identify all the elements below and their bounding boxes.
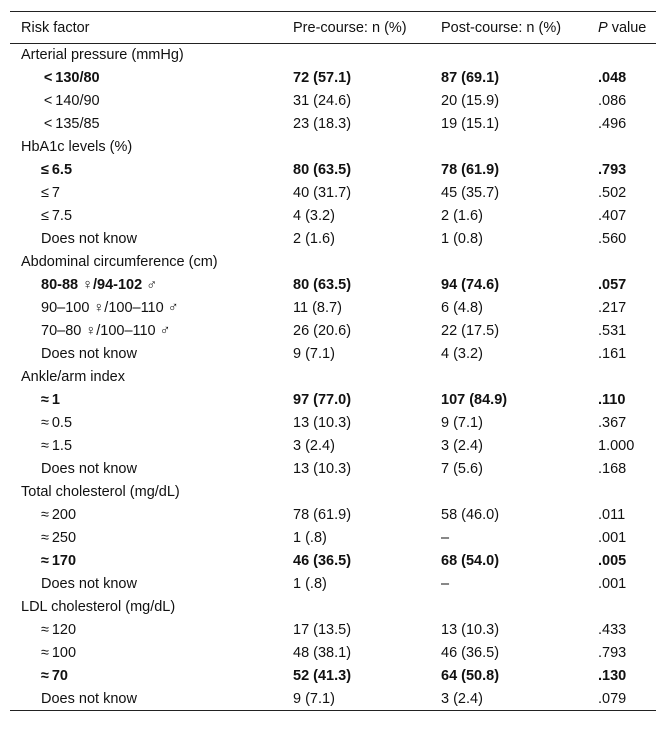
post-course-value: 1 (0.8) bbox=[441, 231, 483, 247]
p-value: .168 bbox=[598, 461, 627, 477]
pre-course-value: 80 (63.5) bbox=[293, 277, 352, 293]
post-course-value: – bbox=[441, 530, 450, 546]
row-label: < 140/90 bbox=[41, 93, 100, 109]
pre-course-value: 4 (3.2) bbox=[293, 208, 335, 224]
table-row bbox=[10, 619, 656, 642]
pre-course-value: 23 (18.3) bbox=[293, 116, 352, 132]
post-course-value: 19 (15.1) bbox=[441, 116, 500, 132]
table-row bbox=[10, 159, 656, 182]
pre-course-value: 2 (1.6) bbox=[293, 231, 335, 247]
row-label: Does not know bbox=[41, 576, 137, 592]
row-label: ≈ 70 bbox=[41, 668, 68, 684]
group-header-row bbox=[10, 136, 656, 159]
pre-course-value: 13 (10.3) bbox=[293, 415, 352, 431]
row-label: ≤ 7.5 bbox=[41, 208, 73, 224]
row-label: ≈ 200 bbox=[41, 507, 77, 523]
table-row bbox=[10, 665, 656, 688]
p-value: .560 bbox=[598, 231, 627, 247]
p-value: .005 bbox=[598, 553, 627, 569]
pre-course-value: 9 (7.1) bbox=[292, 688, 440, 711]
row-label: ≈ 1.5 bbox=[41, 438, 73, 454]
post-course-value: 78 (61.9) bbox=[441, 162, 500, 178]
pre-course-value: 97 (77.0) bbox=[293, 392, 352, 408]
row-label: ≈ 100 bbox=[41, 645, 77, 661]
table-header bbox=[10, 12, 656, 44]
header-post-course: Post-course: n (%) bbox=[440, 12, 597, 44]
row-label: ≈ 0.5 bbox=[41, 415, 73, 431]
row-label: Does not know bbox=[10, 688, 292, 711]
p-value: .048 bbox=[598, 70, 627, 86]
pre-course-value: 52 (41.3) bbox=[293, 668, 352, 684]
pre-course-value: 1 (.8) bbox=[293, 530, 327, 546]
post-course-value: 7 (5.6) bbox=[441, 461, 483, 477]
p-value: .161 bbox=[598, 346, 627, 362]
pre-course-value: 26 (20.6) bbox=[293, 323, 352, 339]
group-header-row bbox=[10, 366, 656, 389]
group-label: Ankle/arm index bbox=[21, 369, 125, 385]
table-row bbox=[10, 642, 656, 665]
pre-course-value: 17 (13.5) bbox=[293, 622, 352, 638]
table-row bbox=[10, 343, 656, 366]
header-pre-course: Pre-course: n (%) bbox=[292, 12, 440, 44]
header-p-letter: P bbox=[598, 19, 608, 36]
pre-course-value: 11 (8.7) bbox=[293, 300, 342, 316]
row-label: Does not know bbox=[41, 231, 137, 247]
pre-course-value: 31 (24.6) bbox=[293, 93, 352, 109]
row-label: 90–100 ♀/100–110 ♂ bbox=[41, 300, 179, 316]
table-row bbox=[10, 389, 656, 412]
group-header-row bbox=[10, 44, 656, 67]
p-value: .086 bbox=[598, 93, 627, 109]
pre-course-value: 48 (38.1) bbox=[293, 645, 352, 661]
pre-course-value: 80 (63.5) bbox=[293, 162, 352, 178]
table-row bbox=[10, 90, 656, 113]
row-label: ≈ 120 bbox=[41, 622, 77, 638]
group-header-row bbox=[10, 251, 656, 274]
header-p-value bbox=[597, 12, 656, 44]
table-row bbox=[10, 504, 656, 527]
group-header-row bbox=[10, 596, 656, 619]
p-value: .001 bbox=[598, 530, 627, 546]
row-label: ≈ 250 bbox=[41, 530, 77, 546]
post-course-value: 6 (4.8) bbox=[441, 300, 483, 316]
post-course-value: 58 (46.0) bbox=[441, 507, 500, 523]
p-value: .793 bbox=[598, 645, 627, 661]
group-label: Total cholesterol (mg/dL) bbox=[21, 484, 180, 500]
risk-factor-table-container bbox=[10, 11, 656, 711]
pre-course-value: 40 (31.7) bbox=[293, 185, 352, 201]
row-label: Does not know bbox=[41, 346, 137, 362]
pre-course-value: 78 (61.9) bbox=[293, 507, 352, 523]
table-row bbox=[10, 274, 656, 297]
header-row bbox=[10, 12, 656, 44]
post-course-value: 3 (2.4) bbox=[441, 438, 483, 454]
row-label: ≤ 6.5 bbox=[41, 162, 73, 178]
p-value: .217 bbox=[598, 300, 627, 316]
pre-course-value: 1 (.8) bbox=[293, 576, 327, 592]
table-row bbox=[10, 67, 656, 90]
table-row bbox=[10, 435, 656, 458]
pre-course-value: 9 (7.1) bbox=[293, 346, 335, 362]
p-value: .367 bbox=[598, 415, 627, 431]
row-label: ≈ 1 bbox=[41, 392, 60, 408]
row-label: Does not know bbox=[41, 461, 137, 477]
table-row bbox=[10, 527, 656, 550]
pre-course-value: 46 (36.5) bbox=[293, 553, 352, 569]
p-value: .057 bbox=[598, 277, 627, 293]
p-value: .110 bbox=[598, 392, 626, 408]
post-course-value: 20 (15.9) bbox=[441, 93, 500, 109]
p-value: .496 bbox=[598, 116, 627, 132]
table-row bbox=[10, 412, 656, 435]
risk-factor-table bbox=[10, 11, 656, 711]
post-course-value: 68 (54.0) bbox=[441, 553, 500, 569]
group-header-row bbox=[10, 481, 656, 504]
post-course-value: 87 (69.1) bbox=[441, 70, 500, 86]
table-row bbox=[10, 228, 656, 251]
group-label: Arterial pressure (mmHg) bbox=[21, 47, 184, 64]
table-row bbox=[10, 113, 656, 136]
row-label: 80-88 ♀/94-102 ♂ bbox=[41, 277, 158, 293]
post-course-value: – bbox=[441, 576, 450, 592]
post-course-value: 2 (1.6) bbox=[441, 208, 483, 224]
row-label: ≤ 7 bbox=[41, 185, 60, 201]
post-course-value: 46 (36.5) bbox=[441, 645, 500, 661]
post-course-value: 22 (17.5) bbox=[441, 323, 500, 339]
group-label: HbA1c levels (%) bbox=[21, 139, 133, 155]
p-value: .793 bbox=[598, 162, 627, 178]
table-row bbox=[10, 458, 656, 481]
p-value: .502 bbox=[598, 185, 627, 201]
group-label: Abdominal circumference (cm) bbox=[21, 254, 218, 270]
group-label: LDL cholesterol (mg/dL) bbox=[21, 599, 176, 615]
table-row bbox=[10, 573, 656, 596]
table-row bbox=[10, 297, 656, 320]
post-course-value: 9 (7.1) bbox=[441, 415, 483, 431]
post-course-value: 13 (10.3) bbox=[441, 622, 500, 638]
pre-course-value: 72 (57.1) bbox=[293, 70, 352, 86]
pre-course-value: 13 (10.3) bbox=[293, 461, 352, 477]
p-value: .011 bbox=[598, 507, 626, 523]
post-course-value: 3 (2.4) bbox=[440, 688, 597, 711]
pre-course-value: 3 (2.4) bbox=[293, 438, 335, 454]
table-row bbox=[10, 205, 656, 228]
header-risk-factor: Risk factor bbox=[10, 12, 292, 44]
post-course-value: 94 (74.6) bbox=[441, 277, 500, 293]
row-label: < 135/85 bbox=[41, 116, 100, 132]
post-course-value: 64 (50.8) bbox=[441, 668, 500, 684]
table-row bbox=[10, 182, 656, 205]
p-value: .531 bbox=[598, 323, 627, 339]
p-value: .001 bbox=[598, 576, 627, 592]
header-p-suffix: value bbox=[607, 19, 647, 36]
post-course-value: 4 (3.2) bbox=[441, 346, 483, 362]
row-label: 70–80 ♀/100–110 ♂ bbox=[41, 323, 171, 339]
table-body bbox=[10, 44, 656, 711]
table-row bbox=[10, 550, 656, 573]
p-value: 1.000 bbox=[598, 438, 635, 454]
row-label: < 130/80 bbox=[41, 70, 100, 86]
row-label: ≈ 170 bbox=[41, 553, 77, 569]
p-value: .433 bbox=[598, 622, 627, 638]
post-course-value: 45 (35.7) bbox=[441, 185, 500, 201]
p-value: .407 bbox=[598, 208, 627, 224]
table-row bbox=[10, 688, 656, 711]
table-row bbox=[10, 320, 656, 343]
p-value: .079 bbox=[597, 688, 656, 711]
post-course-value: 107 (84.9) bbox=[441, 392, 508, 408]
p-value: .130 bbox=[598, 668, 627, 684]
